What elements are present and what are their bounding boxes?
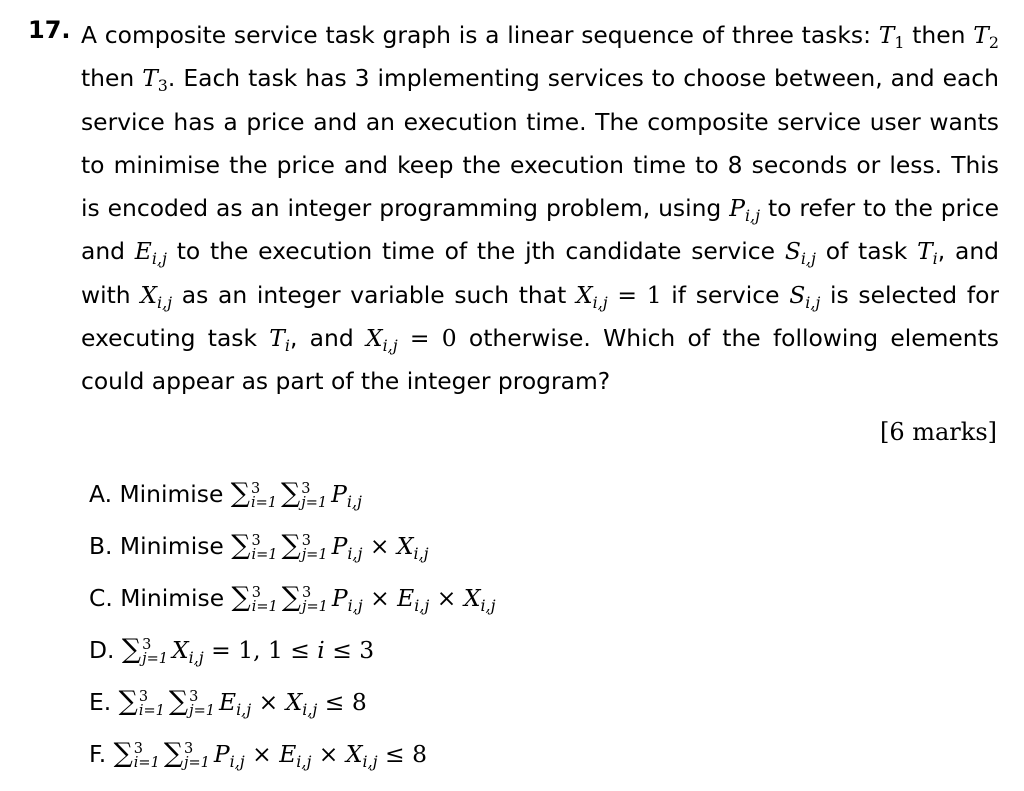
option-d-formula: ∑ 3 j=1 $X_{i,j} = 1$, 1 ≤ i ≤ 3 (121, 634, 375, 668)
selection-var: $X_{i,j}$ (140, 280, 173, 312)
option-f-formula: ∑ 3 i=1 ∑ 3 j=1 $P_{i,j} \times E_{i,j} \times X_{i,j} \le 8$ (113, 738, 427, 772)
option-label: A. (89, 480, 113, 508)
option-word: Minimise (119, 532, 224, 560)
price-var: $P_{i,j}$ (729, 194, 761, 226)
stem-text: A composite service task graph is a linear sequence of three tasks: (81, 21, 879, 49)
answer-options (89, 472, 496, 784)
option-b-formula: ∑ 3 i=1 ∑ 3 j=1 $P_{i,j} \times X_{i,j}$ (231, 530, 429, 564)
option-d[interactable] (89, 628, 496, 680)
option-label: E. (89, 688, 112, 716)
option-b[interactable] (89, 524, 496, 576)
option-e[interactable] (89, 680, 496, 732)
option-e-formula: ∑ 3 i=1 ∑ 3 j=1 $E_{i,j} \times X_{i,j} \le 8$ (118, 686, 367, 720)
option-a-formula: ∑ 3 i=1 ∑ 3 j=1 $P_{i,j}$ (230, 478, 362, 512)
task-3: $T_3$ (142, 64, 168, 96)
task-2: $T_2$ (973, 21, 999, 53)
task-i: $T_i$ (917, 237, 938, 269)
option-label: C. (89, 584, 113, 612)
exec-time-var: $E_{i,j}$ (134, 237, 167, 269)
option-f[interactable] (89, 732, 496, 784)
option-label: F. (89, 740, 107, 768)
selection-var-eq-0: $X_{i,j} = 0$ (365, 324, 457, 356)
option-word: Minimise (120, 584, 225, 612)
service-var-2: $S_{i,j}$ (789, 280, 821, 312)
question-stem: A composite service task graph is a linear sequence of three tasks: $T_1$ then $T_2$ then $T_3$. Each task has 3 implementing services to choose between, and each service has a price and an execution time. The composite service user wants to minimise the price and keep the execution time to 8 seconds or less. This is encoded as an integer programming problem, using $P_{i,j}$ to refer to the price and $E_{i,j}$ to the execution time of the jth candidate service $S_{i,j}$ of task $T_i$, and with $X_{i,j}$ as an integer variable such that $X_{i,j} = 1$ if service $S_{i,j}$ is selected for executing task $T_i$, and $X_{i,j} = 0$ otherwise. Which of the following elements could appear as part of the integer program? (81, 21, 999, 396)
option-c-formula: ∑ 3 i=1 ∑ 3 j=1 $P_{i,j} \times E_{i,j} \times X_{i,j}$ (231, 582, 496, 616)
option-a[interactable] (89, 472, 496, 524)
option-label: D. (89, 636, 115, 664)
marks-label: [6 marks] (879, 418, 997, 446)
option-label: B. (89, 532, 113, 560)
task-i-2: $T_i$ (269, 324, 290, 356)
question-number: 17. (28, 16, 71, 44)
service-var: $S_{i,j}$ (784, 237, 816, 269)
selection-var-eq-1: $X_{i,j} = 1$ (575, 280, 662, 312)
option-c[interactable] (89, 576, 496, 628)
option-word: Minimise (119, 480, 224, 508)
task-1: $T_1$ (878, 21, 905, 53)
